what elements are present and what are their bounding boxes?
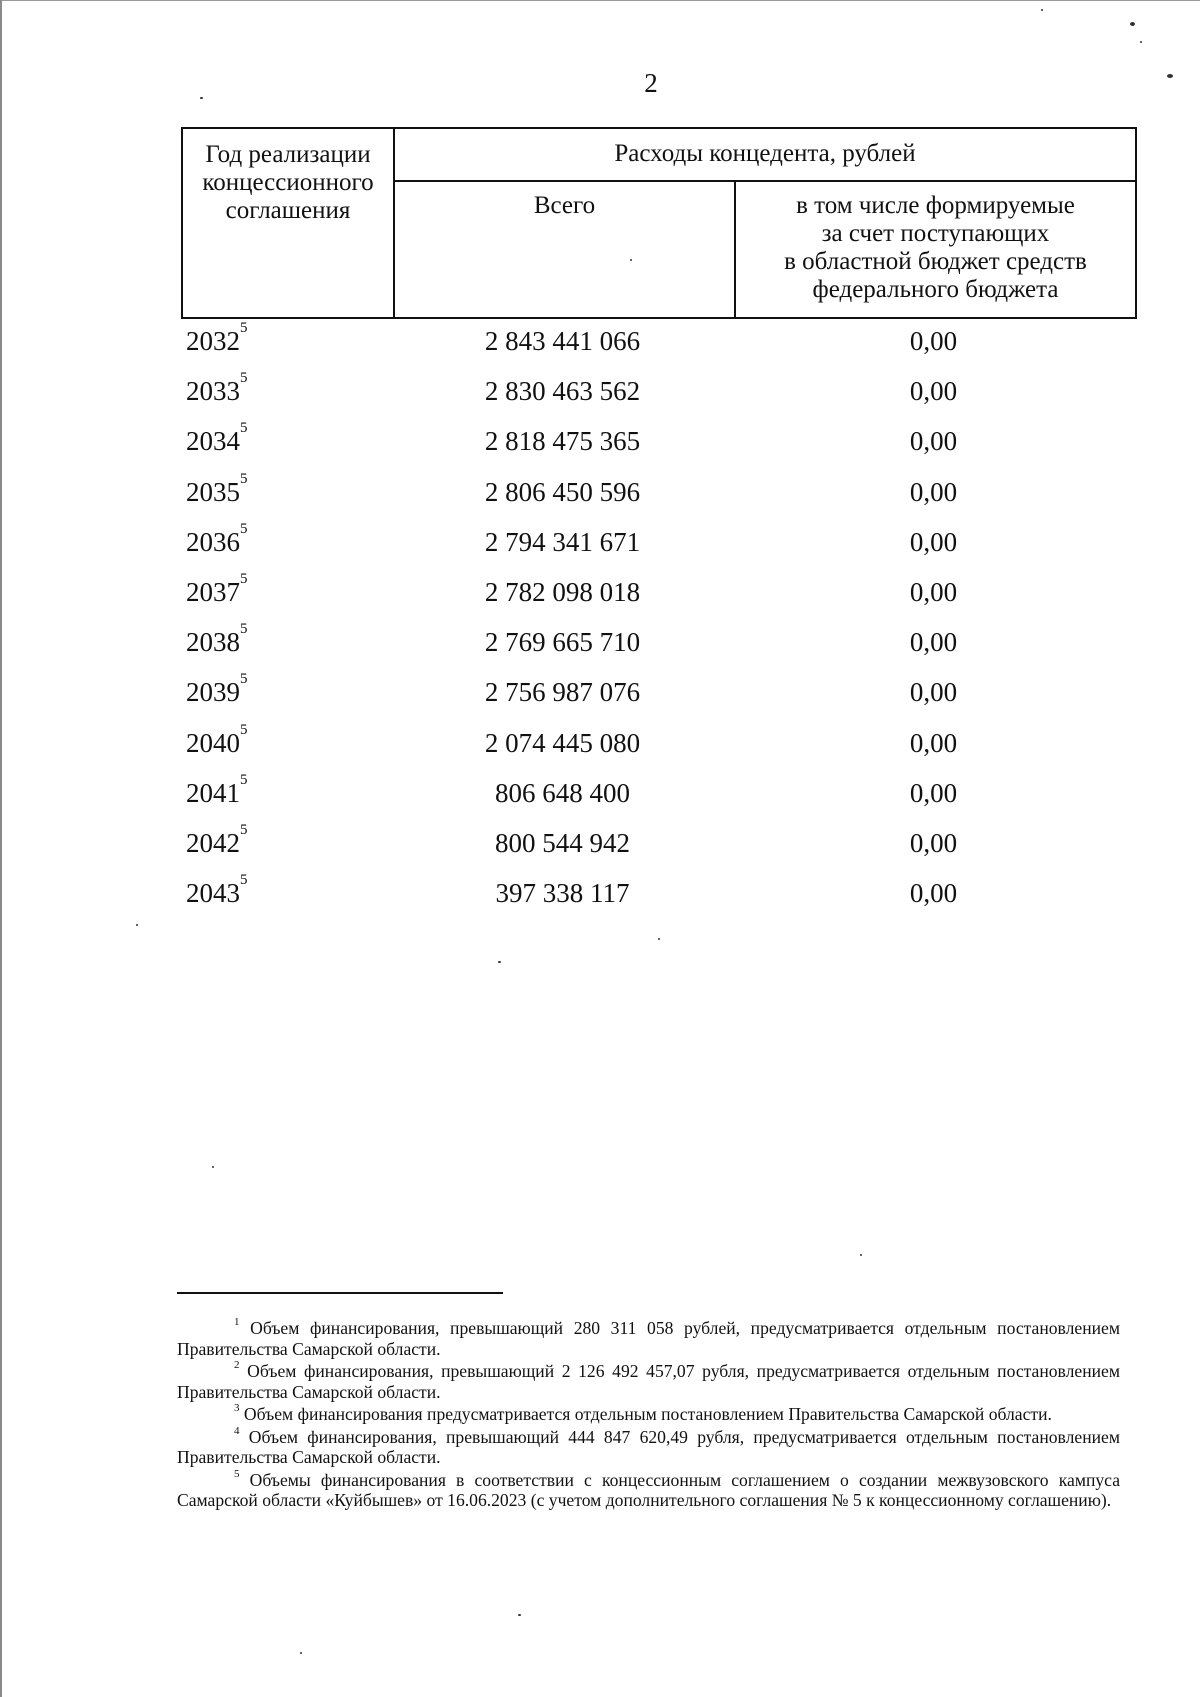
- row-federal: 0,00: [909, 727, 958, 758]
- row-year-value: 2034: [186, 426, 240, 457]
- row-year: [186, 771, 248, 810]
- header-federal-line: в том числе формируемые: [796, 192, 1075, 219]
- row-federal: 0,00: [909, 878, 958, 909]
- header-expenses: Расходы концедента, рублей: [614, 140, 916, 167]
- row-year-value: 2032: [186, 326, 240, 356]
- row-year: [186, 570, 248, 609]
- row-federal: 0,00: [909, 627, 958, 658]
- row-federal: 0,00: [909, 326, 958, 356]
- row-year-footnote-ref: 5: [240, 420, 248, 437]
- row-year: [186, 671, 248, 709]
- row-year-value: 2042: [186, 827, 240, 858]
- row-year: [186, 320, 248, 358]
- footnote-number: 3: [234, 1402, 240, 1414]
- scan-speck: [1140, 41, 1142, 43]
- footnote: [177, 1361, 1120, 1402]
- footnote-text: Объем финансирования, превышающий 444 847 620,49 рубля, предусматривается отдельным постановлением Правительства Самарской области.: [177, 1426, 1120, 1467]
- row-year-value: 2043: [186, 878, 240, 909]
- scan-speck: [300, 1652, 302, 1654]
- header-divider-horizontal: [393, 180, 1135, 182]
- row-year-footnote-ref: 5: [240, 872, 248, 889]
- row-year-footnote-ref: 5: [240, 621, 248, 638]
- row-federal: 0,00: [909, 677, 958, 708]
- row-year: [186, 370, 248, 408]
- footnote: [177, 1318, 1120, 1359]
- footnote-number: 4: [234, 1424, 240, 1437]
- row-year: [186, 520, 248, 559]
- row-federal: 0,00: [909, 376, 958, 407]
- table-row: [181, 771, 1137, 826]
- row-total: 2 782 098 018: [484, 576, 641, 607]
- scan-speck: [498, 961, 501, 963]
- row-total: 2 794 341 671: [484, 526, 641, 557]
- footnote-number: 5: [234, 1467, 240, 1480]
- row-year-value: 2035: [186, 476, 240, 507]
- table-row: [181, 872, 1137, 926]
- row-year-value: 2038: [186, 627, 240, 658]
- row-total: 806 648 400: [495, 777, 630, 808]
- row-year-value: 2041: [186, 777, 240, 808]
- page-number: 2: [644, 68, 658, 98]
- row-federal: 0,00: [909, 526, 958, 557]
- scan-speck: [860, 1254, 862, 1256]
- row-federal: 0,00: [909, 777, 958, 808]
- footnote-number: 1: [234, 1316, 240, 1328]
- scan-speck: [1167, 74, 1173, 78]
- table-row: [181, 470, 1137, 525]
- footnote-text: Объем финансирования предусматривается отдельным постановлением Правительства Самарской области.: [243, 1404, 1052, 1424]
- header-year: Год реализации концессионного соглашения: [202, 141, 374, 224]
- header-federal: [736, 192, 1135, 304]
- table-row: [181, 821, 1137, 876]
- row-year-footnote-ref: 5: [240, 671, 248, 688]
- row-year-footnote-ref: 5: [240, 821, 248, 838]
- scan-edge-left: [0, 0, 2, 1697]
- row-year-footnote-ref: 5: [240, 520, 248, 537]
- footnote: [177, 1467, 1120, 1511]
- footnote-text: Объем финансирования, превышающий 2 126 492 457,07 рубля, предусматривается отдельным постановлением Правительства Самарской области.: [177, 1361, 1120, 1402]
- row-year-footnote-ref: 5: [240, 370, 248, 387]
- footnote-text: Объем финансирования, превышающий 280 311 058 рублей, предусматривается отдельным постановлением Правительства Самарской области.: [177, 1318, 1120, 1359]
- header-total: Всего: [533, 192, 596, 219]
- row-total: 2 769 665 710: [484, 627, 641, 658]
- row-total: 397 338 117: [495, 878, 630, 909]
- row-year-value: 2040: [186, 727, 240, 758]
- row-year-footnote-ref: 5: [240, 470, 248, 487]
- row-year: [186, 821, 248, 860]
- header-federal-line: за счет поступающих: [821, 220, 1050, 247]
- table-row: [181, 320, 1137, 374]
- row-total: 2 074 445 080: [484, 727, 641, 758]
- row-year-value: 2037: [186, 576, 240, 607]
- row-federal: 0,00: [909, 827, 958, 858]
- row-year-value: 2036: [186, 526, 240, 557]
- table-row: [181, 721, 1137, 776]
- table-body: [181, 320, 1137, 926]
- row-year: [186, 721, 248, 760]
- table-row: [181, 570, 1137, 625]
- row-year: [186, 420, 248, 458]
- table-row: [181, 520, 1137, 575]
- footnote-text: Объемы финансирования в соответствии с концессионным соглашением о создании межвузовского кампуса Самарской области «Куйбышев» от 16.06.2023 (с учетом дополнительного соглашения № 5 к концессионному соглашению).: [177, 1469, 1120, 1510]
- row-year-footnote-ref: 5: [240, 721, 248, 738]
- footnote-number: 2: [234, 1359, 240, 1371]
- table-row: [181, 420, 1137, 474]
- row-total: 2 843 441 066: [484, 326, 641, 356]
- row-year-value: 2033: [186, 376, 240, 407]
- scan-speck: [1130, 22, 1135, 26]
- row-year: [186, 621, 248, 659]
- table-row: [181, 671, 1137, 725]
- scan-speck: [136, 924, 138, 926]
- row-total: 2 756 987 076: [484, 677, 641, 708]
- scan-speck: [630, 259, 632, 261]
- scan-speck: [212, 1166, 214, 1168]
- scan-speck: [518, 1614, 521, 1616]
- row-federal: 0,00: [909, 426, 958, 457]
- footnote: [177, 1404, 1120, 1425]
- row-federal: 0,00: [909, 476, 958, 507]
- row-total: 2 806 450 596: [484, 476, 641, 507]
- header-federal-line: в областной бюджет средств: [784, 248, 1087, 275]
- table-header: [181, 127, 1137, 319]
- row-total: 800 544 942: [495, 827, 630, 858]
- scan-speck: [200, 97, 203, 99]
- scan-edge-top: [0, 0, 1200, 1]
- row-year-value: 2039: [186, 677, 240, 708]
- table-row: [181, 621, 1137, 675]
- header-federal-line: федерального бюджета: [812, 276, 1059, 303]
- row-total: 2 818 475 365: [484, 426, 641, 457]
- scan-speck: [1041, 9, 1043, 11]
- row-total: 2 830 463 562: [484, 376, 641, 407]
- row-year: [186, 470, 248, 509]
- row-year-footnote-ref: 5: [240, 771, 248, 788]
- table-row: [181, 370, 1137, 424]
- footnote: [177, 1424, 1120, 1468]
- footnote-separator: [177, 1292, 503, 1294]
- row-federal: 0,00: [909, 576, 958, 607]
- row-year: [186, 872, 248, 910]
- footnotes: [177, 1318, 1120, 1513]
- row-year-footnote-ref: 5: [240, 320, 248, 336]
- row-year-footnote-ref: 5: [240, 570, 248, 587]
- scan-speck: [658, 938, 660, 940]
